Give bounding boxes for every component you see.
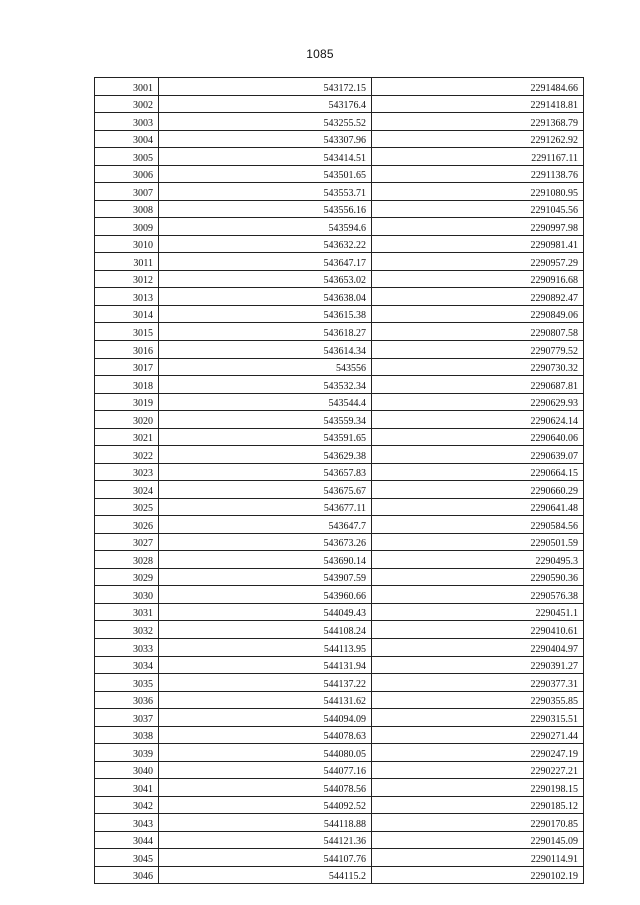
y-coordinate-cell: 2291418.81 — [372, 95, 584, 113]
table-row — [95, 481, 584, 499]
y-coordinate-cell: 2290997.98 — [372, 218, 584, 236]
y-coordinate-cell: 2290687.81 — [372, 376, 584, 394]
x-coordinate-cell: 544108.24 — [159, 621, 372, 639]
x-coordinate-cell: 544131.62 — [159, 691, 372, 709]
table-row — [95, 358, 584, 376]
y-coordinate-cell: 2290102.19 — [372, 866, 584, 884]
point-id-cell: 3016 — [95, 340, 159, 358]
point-id-cell: 3003 — [95, 113, 159, 131]
table-row — [95, 568, 584, 586]
x-coordinate-cell: 543414.51 — [159, 148, 372, 166]
x-coordinate-cell: 544121.36 — [159, 831, 372, 849]
table-row — [95, 323, 584, 341]
x-coordinate-cell: 544080.05 — [159, 744, 372, 762]
coordinates-table — [94, 77, 584, 884]
table-row — [95, 761, 584, 779]
y-coordinate-cell: 2290451.1 — [372, 603, 584, 621]
y-coordinate-cell: 2290639.07 — [372, 446, 584, 464]
point-id-cell: 3023 — [95, 463, 159, 481]
y-coordinate-cell: 2291080.95 — [372, 183, 584, 201]
y-coordinate-cell: 2290640.06 — [372, 428, 584, 446]
table-row — [95, 113, 584, 131]
point-id-cell: 3020 — [95, 411, 159, 429]
table-row — [95, 551, 584, 569]
point-id-cell: 3024 — [95, 481, 159, 499]
x-coordinate-cell: 543307.96 — [159, 130, 372, 148]
table-row — [95, 831, 584, 849]
y-coordinate-cell: 2290404.97 — [372, 639, 584, 657]
x-coordinate-cell: 544049.43 — [159, 603, 372, 621]
table-row — [95, 78, 584, 96]
table-row — [95, 814, 584, 832]
point-id-cell: 3001 — [95, 78, 159, 96]
table-row — [95, 849, 584, 867]
point-id-cell: 3045 — [95, 849, 159, 867]
table-row — [95, 340, 584, 358]
table-row — [95, 866, 584, 884]
x-coordinate-cell: 543647.17 — [159, 253, 372, 271]
y-coordinate-cell: 2290377.31 — [372, 674, 584, 692]
point-id-cell: 3021 — [95, 428, 159, 446]
y-coordinate-cell: 2290981.41 — [372, 235, 584, 253]
x-coordinate-cell: 543618.27 — [159, 323, 372, 341]
y-coordinate-cell: 2290410.61 — [372, 621, 584, 639]
point-id-cell: 3034 — [95, 656, 159, 674]
table-row — [95, 235, 584, 253]
table-row — [95, 446, 584, 464]
x-coordinate-cell: 543591.65 — [159, 428, 372, 446]
x-coordinate-cell: 543653.02 — [159, 270, 372, 288]
y-coordinate-cell: 2290170.85 — [372, 814, 584, 832]
table-row — [95, 779, 584, 797]
table-row — [95, 148, 584, 166]
point-id-cell: 3039 — [95, 744, 159, 762]
x-coordinate-cell: 543255.52 — [159, 113, 372, 131]
x-coordinate-cell: 544078.56 — [159, 779, 372, 797]
y-coordinate-cell: 2290916.68 — [372, 270, 584, 288]
x-coordinate-cell: 543675.67 — [159, 481, 372, 499]
point-id-cell: 3037 — [95, 709, 159, 727]
y-coordinate-cell: 2290807.58 — [372, 323, 584, 341]
point-id-cell: 3030 — [95, 586, 159, 604]
x-coordinate-cell: 544092.52 — [159, 796, 372, 814]
x-coordinate-cell: 544107.76 — [159, 849, 372, 867]
table-row — [95, 463, 584, 481]
table-row — [95, 253, 584, 271]
table-row — [95, 639, 584, 657]
x-coordinate-cell: 544113.95 — [159, 639, 372, 657]
point-id-cell: 3017 — [95, 358, 159, 376]
x-coordinate-cell: 543615.38 — [159, 305, 372, 323]
table-row — [95, 411, 584, 429]
point-id-cell: 3026 — [95, 516, 159, 534]
y-coordinate-cell: 2290730.32 — [372, 358, 584, 376]
x-coordinate-cell: 544118.88 — [159, 814, 372, 832]
y-coordinate-cell: 2290227.21 — [372, 761, 584, 779]
table-row — [95, 428, 584, 446]
table-row — [95, 288, 584, 306]
x-coordinate-cell: 543690.14 — [159, 551, 372, 569]
page-number: 1085 — [306, 47, 334, 61]
y-coordinate-cell: 2290501.59 — [372, 533, 584, 551]
point-id-cell: 3040 — [95, 761, 159, 779]
x-coordinate-cell: 543673.26 — [159, 533, 372, 551]
point-id-cell: 3013 — [95, 288, 159, 306]
table-row — [95, 621, 584, 639]
point-id-cell: 3032 — [95, 621, 159, 639]
y-coordinate-cell: 2290849.06 — [372, 305, 584, 323]
point-id-cell: 3014 — [95, 305, 159, 323]
y-coordinate-cell: 2290315.51 — [372, 709, 584, 727]
point-id-cell: 3033 — [95, 639, 159, 657]
x-coordinate-cell: 543638.04 — [159, 288, 372, 306]
y-coordinate-cell: 2290145.09 — [372, 831, 584, 849]
x-coordinate-cell: 543556.16 — [159, 200, 372, 218]
y-coordinate-cell: 2290247.19 — [372, 744, 584, 762]
table-row — [95, 603, 584, 621]
point-id-cell: 3038 — [95, 726, 159, 744]
y-coordinate-cell: 2290590.36 — [372, 568, 584, 586]
point-id-cell: 3018 — [95, 376, 159, 394]
point-id-cell: 3008 — [95, 200, 159, 218]
point-id-cell: 3027 — [95, 533, 159, 551]
point-id-cell: 3019 — [95, 393, 159, 411]
table-row — [95, 393, 584, 411]
y-coordinate-cell: 2291167.11 — [372, 148, 584, 166]
point-id-cell: 3002 — [95, 95, 159, 113]
x-coordinate-cell: 543556 — [159, 358, 372, 376]
table-row — [95, 218, 584, 236]
point-id-cell: 3011 — [95, 253, 159, 271]
x-coordinate-cell: 544078.63 — [159, 726, 372, 744]
point-id-cell: 3043 — [95, 814, 159, 832]
x-coordinate-cell: 543677.11 — [159, 498, 372, 516]
y-coordinate-cell: 2290641.48 — [372, 498, 584, 516]
table-row — [95, 270, 584, 288]
table-row — [95, 726, 584, 744]
x-coordinate-cell: 543172.15 — [159, 78, 372, 96]
y-coordinate-cell: 2291045.56 — [372, 200, 584, 218]
table-row — [95, 744, 584, 762]
point-id-cell: 3005 — [95, 148, 159, 166]
x-coordinate-cell: 544137.22 — [159, 674, 372, 692]
y-coordinate-cell: 2290584.56 — [372, 516, 584, 534]
point-id-cell: 3010 — [95, 235, 159, 253]
point-id-cell: 3006 — [95, 165, 159, 183]
x-coordinate-cell: 543544.4 — [159, 393, 372, 411]
table-row — [95, 183, 584, 201]
point-id-cell: 3022 — [95, 446, 159, 464]
x-coordinate-cell: 544115.2 — [159, 866, 372, 884]
point-id-cell: 3015 — [95, 323, 159, 341]
table-row — [95, 498, 584, 516]
point-id-cell: 3031 — [95, 603, 159, 621]
x-coordinate-cell: 543657.83 — [159, 463, 372, 481]
point-id-cell: 3025 — [95, 498, 159, 516]
x-coordinate-cell: 543629.38 — [159, 446, 372, 464]
table-row — [95, 516, 584, 534]
y-coordinate-cell: 2290355.85 — [372, 691, 584, 709]
y-coordinate-cell: 2290624.14 — [372, 411, 584, 429]
y-coordinate-cell: 2290198.15 — [372, 779, 584, 797]
x-coordinate-cell: 543594.6 — [159, 218, 372, 236]
y-coordinate-cell: 2291368.79 — [372, 113, 584, 131]
x-coordinate-cell: 543176.4 — [159, 95, 372, 113]
table-row — [95, 691, 584, 709]
x-coordinate-cell: 543632.22 — [159, 235, 372, 253]
y-coordinate-cell: 2290629.93 — [372, 393, 584, 411]
point-id-cell: 3029 — [95, 568, 159, 586]
point-id-cell: 3007 — [95, 183, 159, 201]
x-coordinate-cell: 543907.59 — [159, 568, 372, 586]
y-coordinate-cell: 2290664.15 — [372, 463, 584, 481]
table-row — [95, 130, 584, 148]
x-coordinate-cell: 543647.7 — [159, 516, 372, 534]
point-id-cell: 3036 — [95, 691, 159, 709]
table-row — [95, 305, 584, 323]
x-coordinate-cell: 544131.94 — [159, 656, 372, 674]
x-coordinate-cell: 543559.34 — [159, 411, 372, 429]
table-row — [95, 796, 584, 814]
x-coordinate-cell: 543960.66 — [159, 586, 372, 604]
y-coordinate-cell: 2291484.66 — [372, 78, 584, 96]
point-id-cell: 3004 — [95, 130, 159, 148]
point-id-cell: 3044 — [95, 831, 159, 849]
point-id-cell: 3042 — [95, 796, 159, 814]
table-row — [95, 709, 584, 727]
x-coordinate-cell: 543501.65 — [159, 165, 372, 183]
y-coordinate-cell: 2291138.76 — [372, 165, 584, 183]
table-row — [95, 200, 584, 218]
y-coordinate-cell: 2290779.52 — [372, 340, 584, 358]
y-coordinate-cell: 2291262.92 — [372, 130, 584, 148]
y-coordinate-cell: 2290114.91 — [372, 849, 584, 867]
y-coordinate-cell: 2290957.29 — [372, 253, 584, 271]
point-id-cell: 3009 — [95, 218, 159, 236]
point-id-cell: 3046 — [95, 866, 159, 884]
table-row — [95, 95, 584, 113]
coordinates-table-body — [95, 78, 584, 884]
y-coordinate-cell: 2290660.29 — [372, 481, 584, 499]
point-id-cell: 3028 — [95, 551, 159, 569]
table-row — [95, 533, 584, 551]
table-row — [95, 586, 584, 604]
x-coordinate-cell: 543532.34 — [159, 376, 372, 394]
table-row — [95, 674, 584, 692]
table-row — [95, 165, 584, 183]
point-id-cell: 3041 — [95, 779, 159, 797]
y-coordinate-cell: 2290391.27 — [372, 656, 584, 674]
y-coordinate-cell: 2290576.38 — [372, 586, 584, 604]
y-coordinate-cell: 2290185.12 — [372, 796, 584, 814]
table-row — [95, 376, 584, 394]
y-coordinate-cell: 2290271.44 — [372, 726, 584, 744]
x-coordinate-cell: 543614.34 — [159, 340, 372, 358]
point-id-cell: 3012 — [95, 270, 159, 288]
table-row — [95, 656, 584, 674]
y-coordinate-cell: 2290495.3 — [372, 551, 584, 569]
point-id-cell: 3035 — [95, 674, 159, 692]
x-coordinate-cell: 544077.16 — [159, 761, 372, 779]
x-coordinate-cell: 544094.09 — [159, 709, 372, 727]
x-coordinate-cell: 543553.71 — [159, 183, 372, 201]
y-coordinate-cell: 2290892.47 — [372, 288, 584, 306]
